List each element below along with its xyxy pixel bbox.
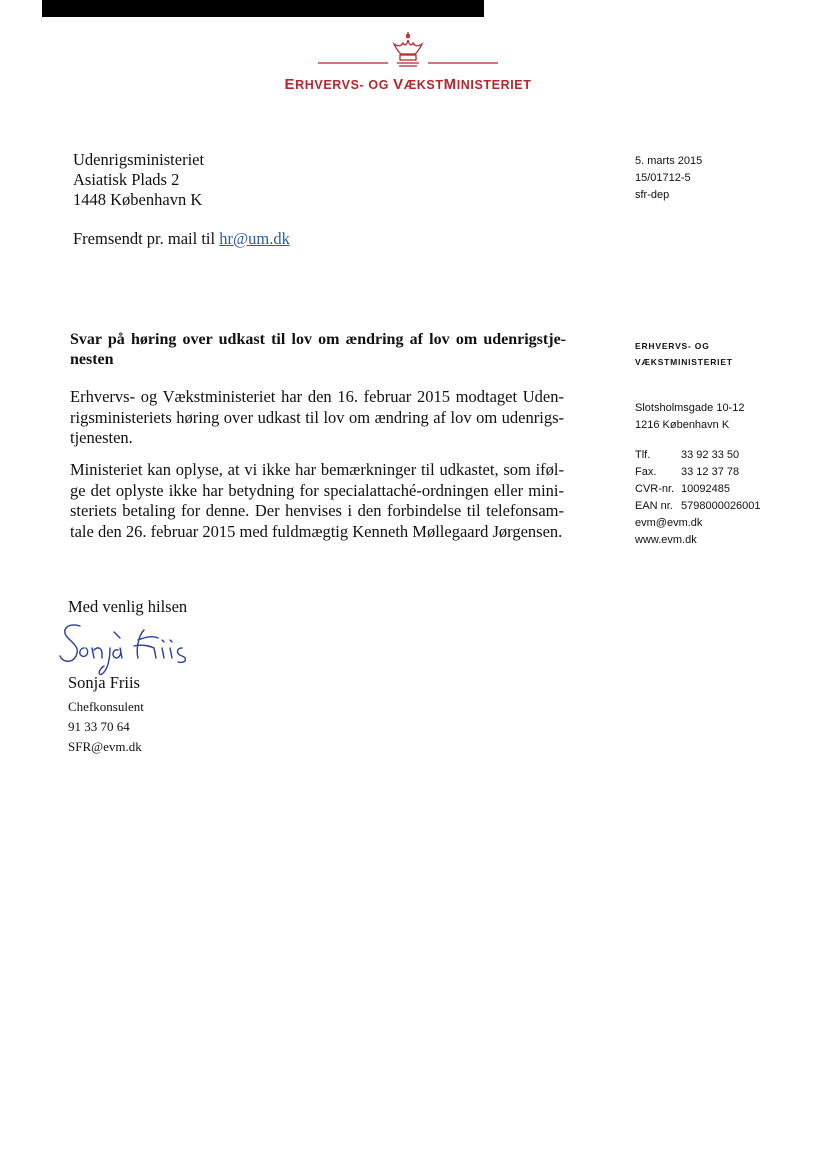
ministry-logo: [270, 30, 546, 96]
letter-meta: [635, 153, 702, 204]
letter-date: 5. marts 2015: [635, 155, 703, 167]
signer-details: [68, 697, 144, 757]
recipient-email-link[interactable]: hr@um.dk: [219, 229, 290, 248]
case-number: 15/01712-5: [635, 172, 691, 184]
sender-website[interactable]: www.evm.dk: [635, 534, 697, 546]
recipient-name: Udenrigsministeriet: [73, 150, 205, 169]
recipient-address: [73, 150, 204, 210]
svg-text:Sonja Friis: Sonja Friis: [58, 618, 63, 619]
recipient-city: 1448 København K: [73, 190, 203, 209]
sender-sidebar: [635, 338, 761, 549]
sender-email[interactable]: evm@evm.dk: [635, 517, 703, 529]
body-paragraph-1: Erhvervs- og Vækstministeriet har den 16. februar 2015 modtaget Udenrigsministeriets høring over udkast til lov om ændring af lov om udenrigstjenesten.: [70, 387, 564, 447]
sender-org-line-2: VÆKSTMINISTERIET: [635, 357, 733, 367]
sender-address: [635, 400, 761, 434]
sender-contacts: [635, 447, 761, 549]
signer-email[interactable]: SFR@evm.dk: [68, 739, 142, 754]
reference-code: sfr-dep: [635, 189, 670, 201]
sender-org-line-1: ERHVERVS- OG: [635, 341, 710, 351]
contact-row-fax: Fax. 33 12 37 78: [635, 466, 740, 478]
recipient-street: Asiatisk Plads 2: [73, 170, 180, 189]
body-paragraph-2: Ministeriet kan oplyse, at vi ikke har bemærkninger til udkastet, som ifølge det oplyste ikke har betydning for specialattaché-ordningen eller ministeriets betaling for denne. Der henvises i den forbindelse til telefonsamtale den 26. februar 2015 med fuldmægtig Kenneth Møllegaard Jørgensen.: [70, 460, 564, 541]
logo-wordmark: ERHVERVS- OG VÆKSTMINISTERIET: [284, 76, 532, 93]
sender-city: 1216 København K: [635, 419, 730, 431]
contact-row-phone: Tlf. 33 92 33 50: [635, 449, 740, 461]
signer-phone: 91 33 70 64: [68, 719, 130, 734]
sender-org: [635, 338, 761, 370]
letter-subject: Svar på høring over udkast til lov om ændring af lov om udenrigstjenesten: [70, 331, 566, 368]
signer-title: Chefkonsulent: [68, 699, 144, 714]
sent-prefix: Fremsendt pr. mail til: [73, 229, 220, 248]
signer-name: Sonja Friis: [68, 673, 140, 692]
sender-street: Slotsholmsgade 10-12: [635, 402, 745, 414]
contact-row-cvr: CVR-nr. 10092485: [635, 483, 730, 495]
redaction-bar: [42, 0, 484, 17]
crown-icon: [270, 30, 546, 74]
contact-row-ean: EAN nr. 5798000026001: [635, 500, 761, 512]
sent-by-mail-line: [73, 229, 290, 249]
closing-greeting: Med venlig hilsen: [68, 597, 188, 616]
